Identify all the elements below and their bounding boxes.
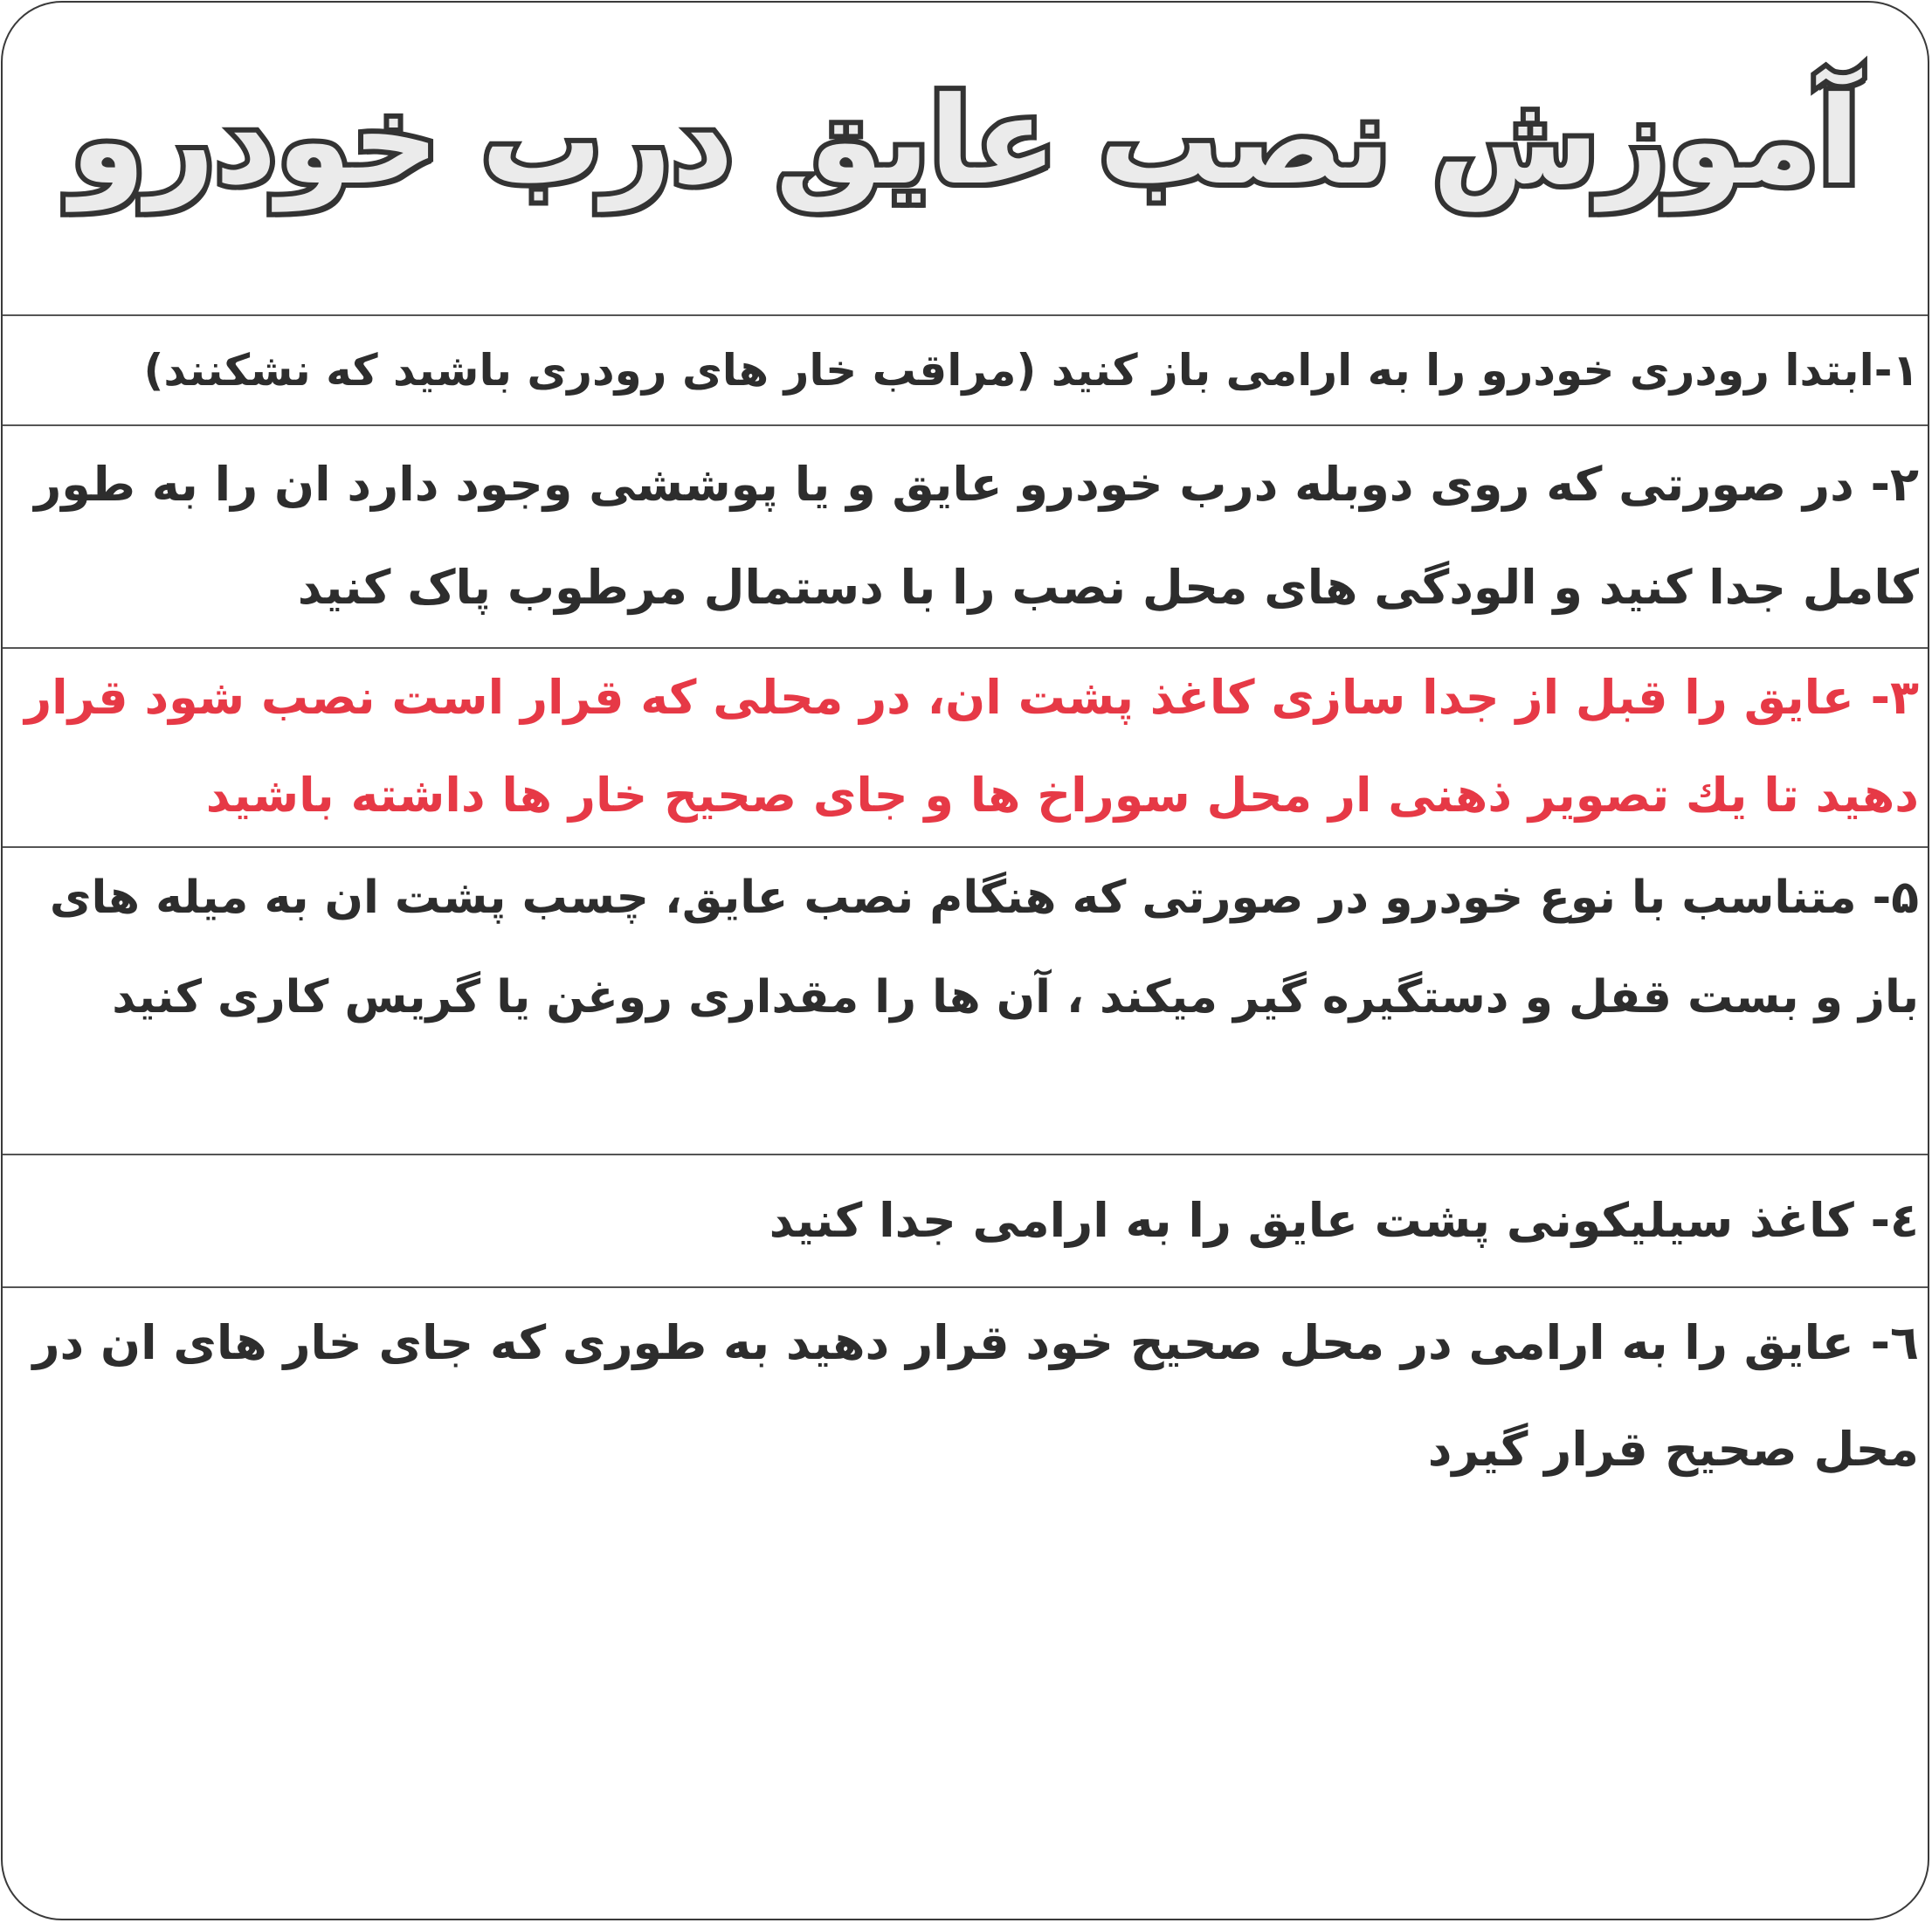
step-4 (3, 1154, 1928, 1286)
title-area (3, 3, 1928, 314)
step-4-text: ٤- کاغذ سیلیکونی پشت عایق را به ارامی جدا کنید (769, 1193, 1919, 1248)
step-1-text: ۱-ابتدا رودری خودرو را به ارامی باز کنید (مراقب خار های رودری باشید که نشکنند) (143, 345, 1919, 396)
step-5-text: ۵- متناسب با نوع خودرو در صورتی که هنگام نصب عایق، چسب پشت ان به میله های باز و بست قفل و دستگیره گیر میکند ، آن ها را مقداری روغن یا گریس کاری کنید (49, 872, 1919, 1024)
step-6-text: ٦- عایق را به ارامی در محل صحیح خود قرار دهید به طوری که جای خار های ان در محل صحیح قرار گیرد (32, 1315, 1919, 1477)
page-title: آموزش نصب عایق درب خودرو (70, 71, 1860, 211)
step-2-text: ۲- در صورتی که روی دوبله درب خودرو عایق و یا پوششی وجود دارد ان را به طور کامل جدا کنید و الودگی های محل نصب را با دستمال مرطوب پاک کنید (34, 457, 1919, 615)
step-3 (3, 647, 1928, 846)
step-6 (3, 1286, 1928, 1920)
instruction-card (1, 1, 1929, 1920)
step-2 (3, 424, 1928, 647)
step-5 (3, 846, 1928, 1154)
step-3-text: ۳- عایق را قبل از جدا سازی کاغذ پشت ان، در محلی که قرار است نصب شود قرار دهید تا یك تصویر ذهنی ار محل سوراخ ها و جای صحیح خار ها داشته باشید (24, 670, 1919, 823)
step-1 (3, 314, 1928, 424)
